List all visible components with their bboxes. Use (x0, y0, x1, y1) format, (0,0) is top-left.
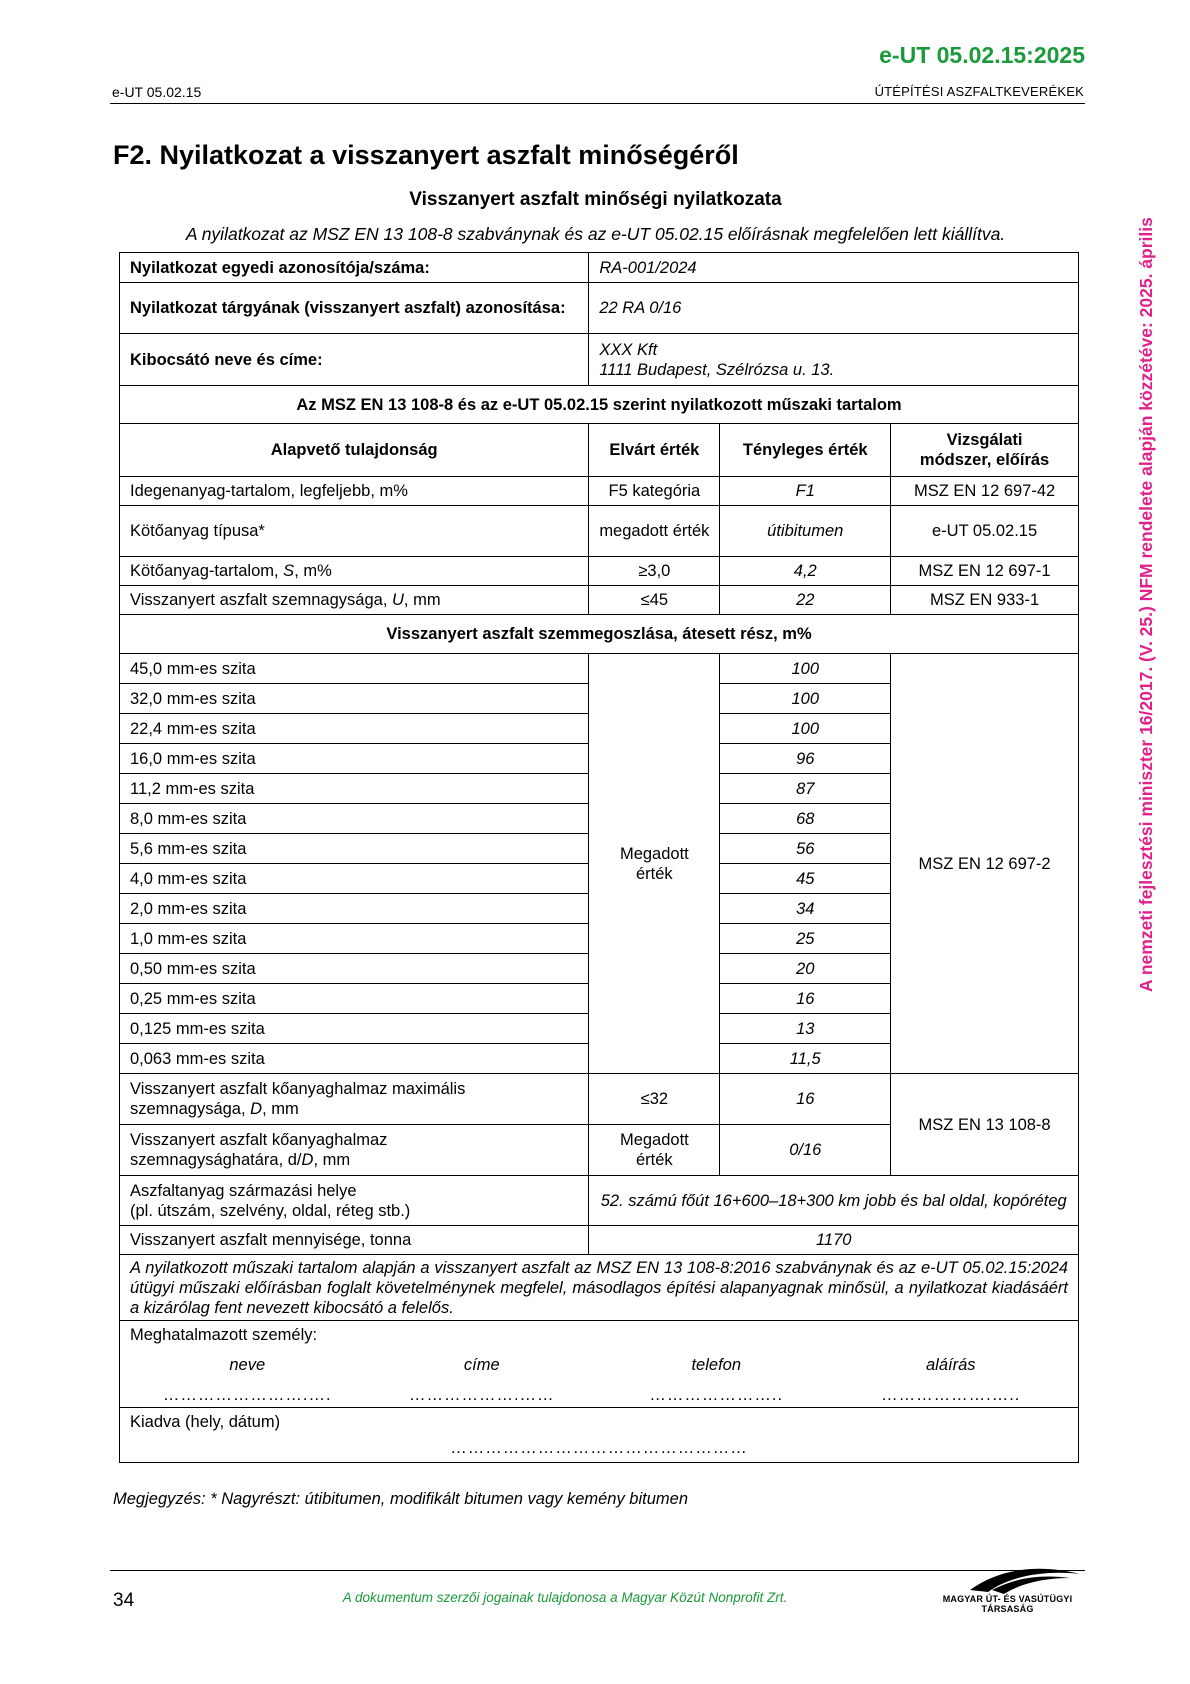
section-grading (120, 615, 1079, 654)
property-actual: útibitumen (720, 506, 891, 557)
page-number: 34 (113, 1590, 135, 1611)
id-label: Nyilatkozat egyedi azonosítója/száma: (120, 253, 589, 283)
sieve-value: 16 (720, 984, 891, 1014)
header-rule (110, 103, 1085, 104)
sieve-name: 0,50 mm-es szita (120, 954, 589, 984)
property-actual: 22 (720, 586, 891, 615)
property-expected: F5 kategória (589, 477, 720, 506)
col-method-line2: módszer, előírás (919, 451, 1050, 469)
sieve-row (120, 654, 1079, 684)
aggregate-actual: 0/16 (720, 1125, 891, 1176)
authorized-cell (120, 1321, 1079, 1408)
sieve-value: 100 (720, 654, 891, 684)
property-actual: 4,2 (720, 557, 891, 586)
issuer-label: Kibocsátó neve és címe: (120, 334, 589, 386)
copyright-notice: A dokumentum szerzői jogainak tulajdonosa a Magyar Közút Nonprofit Zrt. (342, 1590, 788, 1605)
sieve-expected: Megadott érték (589, 654, 720, 1074)
aggregate-method: MSZ EN 13 108-8 (891, 1074, 1079, 1176)
sieve-value: 45 (720, 864, 891, 894)
id-row (120, 253, 1079, 283)
property-expected: ≤45 (589, 586, 720, 615)
aggregate-actual: 16 (720, 1074, 891, 1125)
id-value: RA-001/2024 (589, 253, 1079, 283)
sieve-name: 45,0 mm-es szita (120, 654, 589, 684)
signature-lines (130, 1385, 1068, 1405)
sieve-name: 16,0 mm-es szita (120, 744, 589, 774)
section-title: Visszanyert aszfalt szemmegoszlása, átesett rész, m% (120, 615, 1079, 654)
col-method-line1: Vizsgálati (946, 431, 1023, 449)
issuer-name: XXX Kft (599, 340, 658, 359)
subject-value: 22 RA 0/16 (589, 283, 1079, 334)
sieve-name: 0,25 mm-es szita (120, 984, 589, 1014)
sieve-name: 8,0 mm-es szita (120, 804, 589, 834)
issuer-row (120, 334, 1079, 386)
sieve-value: 56 (720, 834, 891, 864)
page-title: F2. Nyilatkozat a visszanyert aszfalt minőségéről (113, 140, 739, 170)
issued-cell (120, 1408, 1079, 1463)
field-signature-label: aláírás (925, 1356, 976, 1374)
declaration-row (120, 1255, 1079, 1321)
issued-label: Kiadva (hely, dátum) (130, 1413, 281, 1431)
field-address-label: címe (463, 1356, 500, 1374)
col-property: Alapvető tulajdonság (120, 424, 589, 477)
sieve-value: 68 (720, 804, 891, 834)
property-actual: F1 (720, 477, 891, 506)
property-name: Visszanyert aszfalt szemnagysága, U, mm (120, 586, 589, 615)
section-technical-content (120, 386, 1079, 424)
origin-label: Aszfaltanyag származási helye (pl. útszám, szelvény, oldal, réteg stb.) (120, 1176, 589, 1226)
subject-label: Nyilatkozat tárgyának (visszanyert aszfalt) azonosítása: (120, 283, 589, 334)
sieve-name: 5,6 mm-es szita (120, 834, 589, 864)
property-name: Kötőanyag típusa* (120, 506, 589, 557)
column-headers (120, 424, 1079, 477)
phone-line: ………………….. (649, 1386, 784, 1404)
property-method: MSZ EN 933-1 (891, 586, 1079, 615)
sieve-value: 11,5 (720, 1044, 891, 1074)
section-title: Az MSZ EN 13 108-8 és az e-UT 05.02.15 szerint nyilatkozott műszaki tartalom (120, 386, 1079, 424)
quantity-row (120, 1226, 1079, 1255)
aggregate-expected: ≤32 (589, 1074, 720, 1125)
sieve-value: 100 (720, 684, 891, 714)
col-expected: Elvárt érték (589, 424, 720, 477)
name-line: …………………….…. (162, 1386, 332, 1404)
property-row (120, 506, 1079, 557)
field-phone-label: telefon (691, 1356, 742, 1374)
field-name-label: neve (229, 1356, 266, 1374)
address-line: ……………….…… (408, 1386, 555, 1404)
property-row (120, 477, 1079, 506)
property-name: Kötőanyag-tartalom, S, m% (120, 557, 589, 586)
authorized-label: Meghatalmazott személy: (130, 1326, 318, 1344)
footnote: Megjegyzés: * Nagyrészt: útibitumen, modifikált bitumen vagy kemény bitumen (113, 1490, 689, 1508)
property-expected: ≥3,0 (589, 557, 720, 586)
sieve-name: 32,0 mm-es szita (120, 684, 589, 714)
aggregate-name: Visszanyert aszfalt kőanyaghalmaz szemnagysághatára, d/D, mm (120, 1125, 589, 1176)
quantity-label: Visszanyert aszfalt mennyisége, tonna (120, 1226, 589, 1255)
sieve-name: 4,0 mm-es szita (120, 864, 589, 894)
property-method: MSZ EN 12 697-1 (891, 557, 1079, 586)
sieve-value: 100 (720, 714, 891, 744)
signature-fields (130, 1355, 1068, 1375)
col-actual: Tényleges érték (720, 424, 891, 477)
sieve-value: 25 (720, 924, 891, 954)
sieve-name: 0,063 mm-es szita (120, 1044, 589, 1074)
sieve-method: MSZ EN 12 697-2 (891, 654, 1079, 1074)
form-intro: A nyilatkozat az MSZ EN 13 108-8 szabványnak és az e-UT 05.02.15 előírásnak megfelelően lett kiállítva. (185, 224, 1006, 244)
quantity-value: 1170 (589, 1226, 1079, 1255)
signature-line: ……………….….. (881, 1386, 1021, 1404)
declaration-form-table (119, 252, 1079, 1463)
property-method: e-UT 05.02.15 (891, 506, 1079, 557)
aggregate-name: Visszanyert aszfalt kőanyaghalmaz maximális szemnagysága, D, mm (120, 1074, 589, 1125)
document-code: e-UT 05.02.15:2025 (879, 42, 1085, 68)
sieve-name: 0,125 mm-es szita (120, 1014, 589, 1044)
sieve-name: 1,0 mm-es szita (120, 924, 589, 954)
sieve-value: 13 (720, 1014, 891, 1044)
sieve-value: 20 (720, 954, 891, 984)
property-method: MSZ EN 12 697-42 (891, 477, 1079, 506)
col-method (891, 424, 1079, 477)
origin-row (120, 1176, 1079, 1226)
issued-row (120, 1408, 1079, 1463)
logo-text: MAGYAR ÚT- ÉS VASÚTÜGYI TÁRSASÁG (942, 1594, 1073, 1614)
form-subtitle: Visszanyert aszfalt minőségi nyilatkozata (409, 189, 782, 210)
property-row (120, 586, 1079, 615)
property-expected: megadott érték (589, 506, 720, 557)
authorized-row (120, 1321, 1079, 1408)
sieve-value: 87 (720, 774, 891, 804)
aggregate-expected: Megadott érték (589, 1125, 720, 1176)
aggregate-row (120, 1074, 1079, 1125)
subject-row (120, 283, 1079, 334)
sieve-value: 34 (720, 894, 891, 924)
issuer-address: 1111 Budapest, Szélrózsa u. 13. (599, 360, 835, 379)
declaration-text: A nyilatkozott műszaki tartalom alapján a visszanyert aszfalt az MSZ EN 13 108-8:2016 szabványnak és az e-UT 05.02.15:2024 útügyi műszaki előírásban foglalt követelménynek megfelel, másodlagos építési alapanyagnak minősül, a nyilatkozat kiadásáért a kizárólag fent nevezett kibocsátó a felelős. (120, 1255, 1079, 1321)
header-left: e-UT 05.02.15 (112, 84, 202, 100)
side-publication-note: A nemzeti fejlesztési miniszter 16/2017. (V. 25.) NFM rendelete alapján közzétéve: 2025. április (1136, 217, 1156, 993)
sieve-name: 2,0 mm-es szita (120, 894, 589, 924)
origin-value: 52. számú főút 16+600–18+300 km jobb és bal oldal, kopóréteg (589, 1176, 1079, 1226)
property-row (120, 557, 1079, 586)
sieve-name: 11,2 mm-es szita (120, 774, 589, 804)
sieve-value: 96 (720, 744, 891, 774)
property-name: Idegenanyag-tartalom, legfeljebb, m% (120, 477, 589, 506)
header-right: ÚTÉPÍTÉSI ASZFALTKEVERÉKEK (874, 84, 1084, 99)
sieve-name: 22,4 mm-es szita (120, 714, 589, 744)
issued-line: …………………………………………… (450, 1439, 748, 1457)
issuer-value (589, 334, 1079, 386)
